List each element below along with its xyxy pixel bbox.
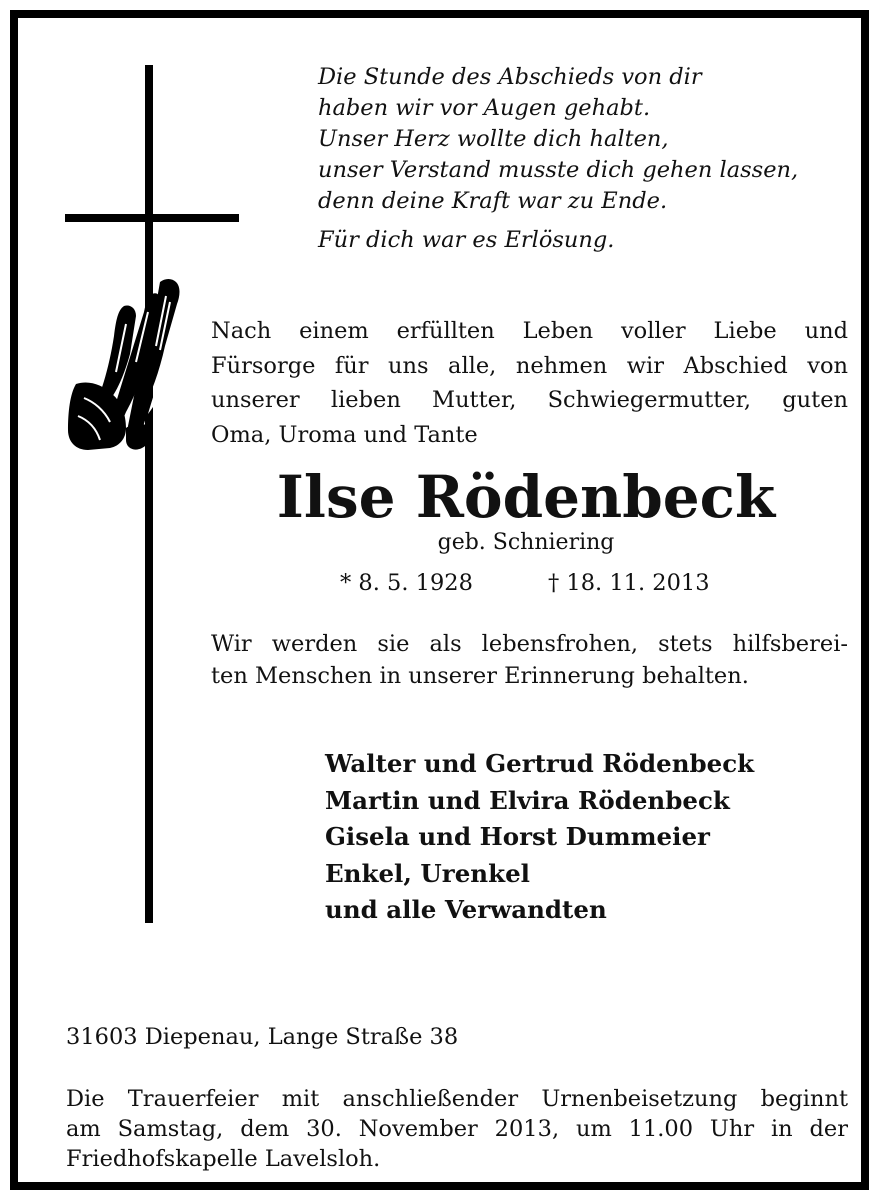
poem [318,62,798,256]
cross-icon [145,65,153,923]
address: 31603 Diepenau, Lange Straße 38 [66,1024,459,1050]
obituary-frame [10,10,869,1190]
cross-icon-bar [65,214,239,222]
poem-line: unser Verstand musste dich gehen lassen, [318,157,799,183]
memory-line: ten Menschen in unserer Erinnerung behalten. [211,663,749,689]
family-line: und alle Verwandten [325,895,607,924]
family-line: Walter und Gertrud Rödenbeck [325,749,755,778]
poem-spacer [318,217,798,225]
maiden-name: geb. Schniering [437,530,615,555]
poem-line: Unser Herz wollte dich halten, [318,126,669,152]
death-date: † 18. 11. 2013 [548,570,710,596]
family-line: Martin und Elvira Rödenbeck [325,785,730,815]
intro-line: Nach einem erfüllten Leben voller Liebe und [211,318,848,344]
poem-line: haben wir vor Augen gehabt. [318,95,651,121]
intro-paragraph [211,314,848,452]
service-line: Friedhofskapelle Lavelsloh. [66,1146,381,1172]
memory-paragraph [211,628,848,692]
memory-line: Wir werden sie als lebensfrohen, stets hilfsberei- [211,631,848,657]
praying-hands-icon [64,276,196,454]
poem-closing: Für dich war es Erlösung. [318,227,615,253]
service-line: am Samstag, dem 30. November 2013, um 11.00 Uhr in der [66,1116,848,1142]
intro-line: Oma, Uroma und Tante [211,421,478,448]
poem-line: denn deine Kraft war zu Ende. [318,188,668,214]
deceased-name: Ilse Rödenbeck [276,463,776,531]
family-list [325,746,754,929]
intro-line: Fürsorge für uns alle, nehmen wir Abschied von [211,352,848,379]
family-line: Gisela und Horst Dummeier [325,822,710,851]
family-line: Enkel, Urenkel [325,858,530,888]
poem-line: Die Stunde des Abschieds von dir [318,64,702,90]
service-line: Die Trauerfeier mit anschließender Urnenbeisetzung beginnt [66,1086,848,1112]
service-info [66,1084,848,1174]
birth-date: * 8. 5. 1928 [340,570,473,596]
intro-line: unserer lieben Mutter, Schwiegermutter, guten [211,387,848,413]
